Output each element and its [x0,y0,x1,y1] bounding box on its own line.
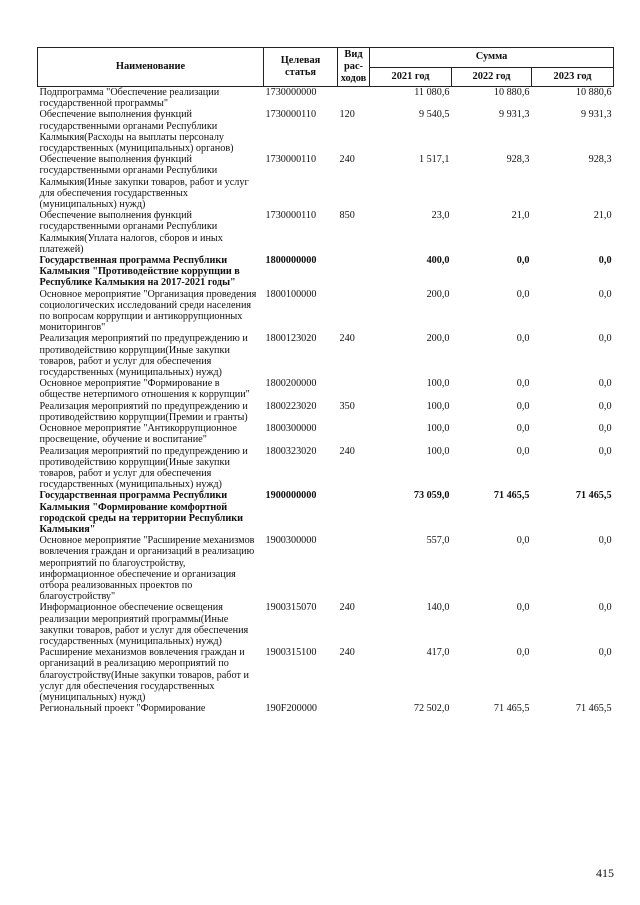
row-vid [338,535,370,602]
row-value-2023: 0,0 [598,423,612,435]
header-year-2023: 2023 год [532,67,614,87]
table-row [38,154,614,210]
table-row [38,446,614,491]
row-value-2023: 0,0 [598,445,612,457]
row-code: 1800323020 [265,445,317,457]
row-vid: 240 [339,445,355,457]
row-value-2023: 71 465,5 [575,703,612,715]
row-code: 190F200000 [265,703,318,715]
row-code: 1730000110 [265,154,317,166]
row-name: Региональный проект "Формирование [39,703,206,715]
row-value-2023: 0,0 [598,647,612,659]
table-row [38,703,614,714]
row-code: 1900000000 [265,490,317,502]
row-value-2022: 9 931,3 [498,109,530,121]
row-value-2021: 140,0 [426,602,450,614]
row-vid [338,490,370,535]
row-vid: 240 [339,154,355,166]
row-name: Обеспечение выполнения функций государственными органами Республики Калмыкия(Уплата налогов, сборов и иных платежей) [39,210,223,255]
row-value-2021: 100,0 [426,400,450,412]
table-row [38,87,614,110]
row-name: Подпрограмма "Обеспечение реализации государственной программы" [39,87,220,110]
table-row [38,333,614,378]
row-name: Основное мероприятие "Расширение механизмов вовлечения граждан и организаций в реализацию мероприятий по благоустройству, информационное обеспечение и организация отбора реализованных проектов по благоустройству" [39,535,255,603]
row-value-2021: 11 080,6 [414,87,450,98]
row-value-2021: 100,0 [426,423,450,435]
row-value-2022: 71 465,5 [493,703,530,715]
table-row [38,647,614,703]
row-value-2021: 9 540,5 [418,109,450,121]
row-value-2021: 200,0 [426,333,450,345]
row-value-2021: 557,0 [426,535,450,547]
row-value-2022: 0,0 [516,445,530,457]
row-value-2021: 100,0 [426,378,450,390]
row-code: 1730000110 [265,210,317,222]
row-code: 1800000000 [265,255,317,267]
row-code: 1900300000 [265,535,317,547]
row-value-2022: 0,0 [516,423,530,435]
table-row [38,535,614,602]
header-code: Целевая статья [264,48,338,87]
row-value-2023: 0,0 [598,535,612,547]
row-vid [338,255,370,289]
row-vid: 240 [339,333,355,345]
row-value-2022: 0,0 [516,400,530,412]
row-value-2023: 0,0 [598,378,612,390]
row-value-2021: 200,0 [426,288,450,300]
header-year-2022: 2022 год [452,67,532,87]
header-name: Наименование [38,48,264,87]
row-value-2023: 9 931,3 [580,109,612,121]
table-row [38,602,614,647]
row-value-2023: 928,3 [588,154,612,166]
header-sum: Сумма [370,48,614,68]
row-value-2023: 0,0 [598,333,612,345]
row-name: Основное мероприятие "Организация проведения социологических исследований среди населения по вопросам коррупции и антикоррупционных мониторингов" [39,288,257,334]
row-code: 1900315100 [265,647,317,659]
row-code: 1730000000 [265,87,317,98]
row-name: Информационное обеспечение освещения реализации мероприятий программы(Иные закупки товаров, работ и услуг для обеспечения государственных (муниципальных) нужд) [39,602,249,647]
row-value-2023: 0,0 [598,288,612,300]
row-name: Обеспечение выполнения функций государственными органами Республики Калмыкия(Иные закупки товаров, работ и услуг для обеспечения государственных (муниципальных) нужд) [39,154,249,211]
row-name: Государственная программа Республики Калмыкия "Противодействие коррупции в Республике Калмыкия на 2017-2021 годы" [39,255,240,289]
row-value-2023: 21,0 [593,210,612,222]
row-vid [338,289,370,334]
table-row [38,255,614,289]
row-name: Расширение механизмов вовлечения граждан и организаций в реализацию мероприятий по благоустройству(Иные закупки товаров, работ и услуг для обеспечения государственных (муниципальных) нужд) [39,647,249,703]
row-value-2021: 100,0 [426,445,450,457]
row-value-2022: 0,0 [516,378,530,390]
row-value-2021: 72 502,0 [413,703,450,715]
row-name: Реализация мероприятий по предупреждению и противодействию коррупции(Иные закупки товаров, работ и услуг для обеспечения государственных (муниципальных) нужд) [39,333,248,379]
row-value-2022: 0,0 [516,535,530,547]
table-row [38,210,614,255]
header-vid: Вид рас-ходов [338,48,370,87]
row-value-2022: 10 880,6 [493,87,530,98]
row-code: 1800200000 [265,378,317,390]
row-value-2021: 1 517,1 [418,154,450,166]
row-code: 1800223020 [265,400,317,412]
row-value-2022: 21,0 [511,210,530,222]
row-value-2022: 0,0 [516,602,530,614]
row-value-2023: 0,0 [598,255,612,267]
row-value-2023: 10 880,6 [575,87,612,98]
table-row [38,109,614,154]
table-row [38,401,614,423]
row-value-2022: 71 465,5 [493,490,530,502]
row-value-2022: 928,3 [506,154,530,166]
table-row [38,490,614,535]
row-value-2021: 23,0 [431,210,450,222]
row-code: 1800300000 [265,423,317,435]
row-name: Обеспечение выполнения функций государственными органами Республики Калмыкия(Расходы на выплаты персоналу государственных (муниципальных) органов) [39,109,234,155]
row-name: Основное мероприятие "Формирование в обществе нетерпимого отношения к коррупции" [39,378,250,401]
row-vid [338,423,370,445]
row-vid: 350 [339,400,355,412]
row-name: Реализация мероприятий по предупреждению и противодействию коррупции(Иные закупки товаров, работ и услуг для обеспечения государственных (муниципальных) нужд) [39,445,248,491]
row-code: 1800123020 [265,333,317,345]
table-header-row [38,48,614,68]
row-name: Реализация мероприятий по предупреждению и противодействию коррупции(Премии и гранты) [39,400,248,423]
row-vid [338,87,370,110]
row-vid [338,378,370,400]
row-value-2021: 73 059,0 [413,490,450,502]
row-name: Государственная программа Республики Калмыкия "Формирование комфортной городской среды на территории Республики Калмыкия" [39,490,243,535]
row-value-2022: 0,0 [516,647,530,659]
row-code: 1730000110 [265,109,317,121]
page-number: 415 [596,866,614,880]
row-value-2022: 0,0 [516,255,530,267]
row-vid: 120 [339,109,355,121]
row-code: 1800100000 [265,288,317,300]
row-value-2023: 0,0 [598,400,612,412]
budget-table [37,47,614,714]
row-vid: 240 [339,602,355,614]
table-row [38,378,614,400]
row-value-2023: 71 465,5 [575,490,612,502]
table-row [38,289,614,334]
row-value-2023: 0,0 [598,602,612,614]
row-value-2021: 417,0 [426,647,450,659]
row-vid: 850 [339,210,355,222]
row-value-2022: 0,0 [516,288,530,300]
row-value-2021: 400,0 [426,255,450,267]
row-vid: 240 [339,647,355,659]
row-name: Основное мероприятие "Антикоррупционное просвещение, обучение и воспитание" [39,423,237,446]
row-vid [338,703,370,714]
row-code: 1900315070 [265,602,317,614]
row-value-2022: 0,0 [516,333,530,345]
header-year-2021: 2021 год [370,67,452,87]
table-row [38,423,614,445]
